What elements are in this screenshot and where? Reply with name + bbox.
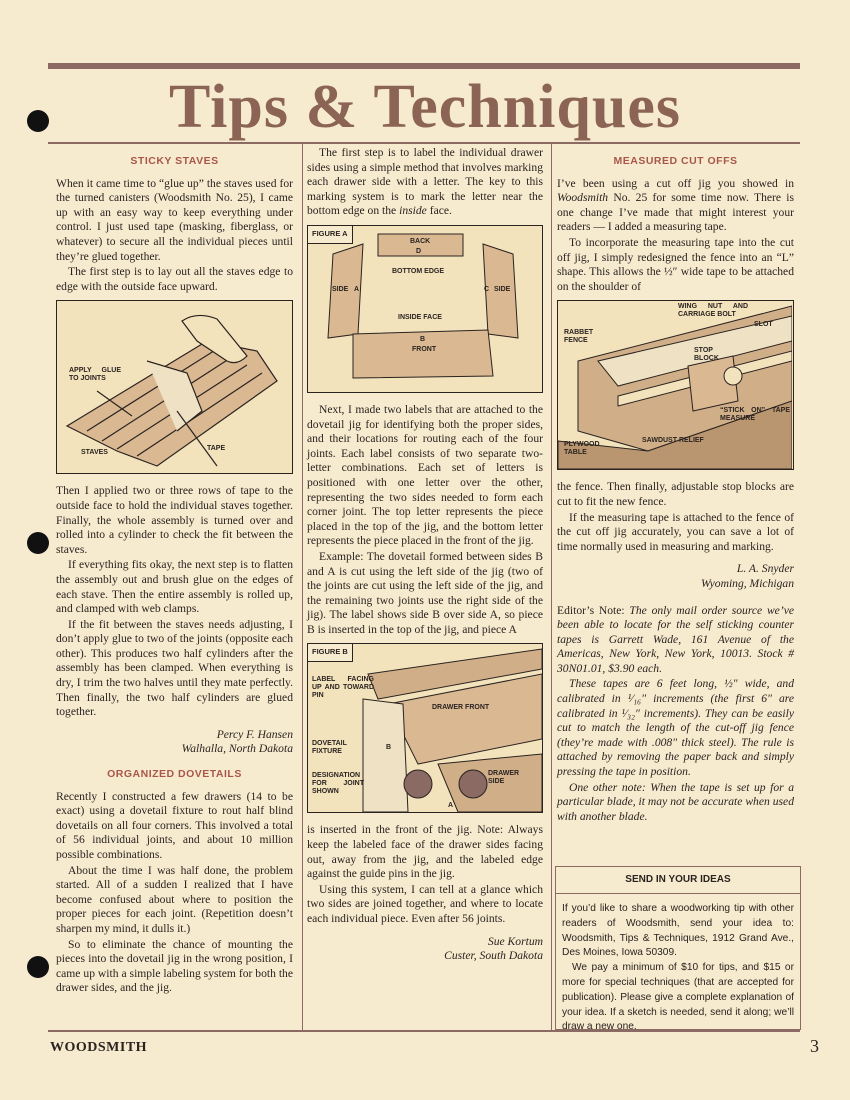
column-1 xyxy=(56,154,293,997)
paragraph: When it came time to “glue up” the staves used for the turned canisters (Woodsmith No. 25), I came up with an easy way to keep everything under control. I just used tape (masking, fiberglass, or whatever) to secure all the individual pieces until they’re glued together. xyxy=(56,176,293,263)
paragraph: Recently I constructed a few drawers (14 to be exact) using a dovetail fixture to rout half blind dovetails on all four corners. This involved a total of 56 individual joints, and about 10 million possible combinations. xyxy=(56,789,293,861)
figA-side-left: SIDE xyxy=(332,285,349,293)
fig-stick-on-tape: “STICK ON” TAPE MEASURE xyxy=(720,407,790,423)
figure-cut-off-jig xyxy=(557,300,794,470)
signature-place: Custer, South Dakota xyxy=(444,949,543,963)
signature-name: L. A. Snyder xyxy=(736,562,794,576)
paragraph: If you’d like to share a woodworking tip with other readers of Woodsmith, send your idea to: Woodsmith, Tips & Techniques, 1912 Grand Ave., Des Moines, Iowa 50309. xyxy=(562,903,794,959)
editors-note xyxy=(557,781,794,825)
paragraph-text: face. xyxy=(429,204,452,218)
figure-a-tag: FIGURE A xyxy=(308,226,353,244)
figure-b xyxy=(307,643,543,813)
page-number: 3 xyxy=(810,1036,819,1056)
figB-drawer-front: DRAWER FRONT xyxy=(432,704,490,712)
figure-a xyxy=(307,225,543,393)
figA-c: C xyxy=(484,285,490,293)
staves-illustration xyxy=(57,301,291,473)
fig-plywood-table: PLYWOOD TABLE xyxy=(564,441,600,457)
fig-sawdust-relief: SAWDUST RELIEF xyxy=(642,437,704,445)
fig-rabbet-fence: RABBET FENCE xyxy=(564,329,594,345)
editors-note-lead: Editor’s Note: xyxy=(557,603,625,617)
signature xyxy=(307,935,543,964)
fig-slot: SLOT xyxy=(754,321,773,329)
figure-b-tag: FIGURE B xyxy=(308,644,353,662)
emphasis: Woodsmith xyxy=(557,191,609,205)
signature-place: Wyoming, Michigan xyxy=(701,576,794,590)
paragraph-text: No. 25 for some time now. There is one change I’ve made that might interest your readers — I added a measuring tape. xyxy=(557,191,794,234)
figA-front: FRONT xyxy=(412,345,437,353)
heading-organized-dovetails: ORGANIZED DOVETAILS xyxy=(107,768,242,781)
paragraph-text: I’ve been using a cut off jig you showed in xyxy=(557,176,794,190)
page-title: Tips & Techniques xyxy=(168,73,682,141)
figB-drawer-side: DRAWER SIDE xyxy=(488,770,520,786)
figure-staves xyxy=(56,300,293,474)
figB-label-facing: LABEL FACING UP AND TOWARD PIN xyxy=(312,676,374,700)
paragraph xyxy=(557,177,794,235)
send-ideas-heading: SEND IN YOUR IDEAS xyxy=(556,867,800,894)
fig-label-tape: TAPE xyxy=(207,445,226,453)
fig-label-glue: APPLY GLUE TO JOINTS xyxy=(69,367,121,383)
figA-bottom-edge: BOTTOM EDGE xyxy=(392,267,444,275)
paragraph: Using this system, I can tell at a glance which two sides are joined together, and where to locate each individual piece. Even after 56 joints. xyxy=(307,882,543,926)
paragraph: Next, I made two labels that are attached to the dovetail jig for identifying both the proper sides, and their locations for routing each of the four joints. Each label consists of two separate two-letter combinations. Each set of letters is positioned with one letter over the other, representing the two sides needed to form each corner joint. The top letter represents the piece placed in the top of the jig, and the bottom letter represents the piece placed in the front of the jig. xyxy=(307,402,543,548)
emphasis: inside xyxy=(399,204,427,218)
col-divider-1 xyxy=(302,143,303,1030)
signature xyxy=(56,728,293,757)
signature xyxy=(557,562,794,591)
fig-wing-nut: WING NUT AND CARRIAGE BOLT xyxy=(678,303,748,319)
figB-a: A xyxy=(448,802,454,810)
paragraph: So to eliminate the chance of mounting the pieces into the dovetail jig in the wrong position, I came up with a simple labeling system for both the drawer sides, and the jig. xyxy=(56,937,293,995)
paragraph: If everything fits okay, the next step is to flatten the assembly out and brush glue on the edges of each stave. Then the entire assembly is rolled up, and clamped with web clamps. xyxy=(56,558,293,616)
figA-b: B xyxy=(420,335,426,343)
figA-a: A xyxy=(354,285,360,293)
send-ideas-text xyxy=(556,894,800,1035)
paragraph: Example: The dovetail formed between sides B and A is cut using the left side of the jig (two of the joints are cut using the left side of the jig, and the remaining two joints use the right side of the jig). The label shows side B over side A, so piece B is inserted in the top of the jig, and piece A xyxy=(307,549,543,636)
binder-hole-middle xyxy=(27,532,49,554)
paragraph: If the measuring tape is attached to the fence of the cut off jig accurately, you can save a lot of time normally used in measuring and marking. xyxy=(557,510,794,553)
figA-inside-face: INSIDE FACE xyxy=(398,313,442,321)
signature-name: Sue Kortum xyxy=(487,934,543,948)
paragraph: To incorporate the measuring tape into the cut off jig, I simply redesigned the fence into an “L” shape. This allows the ½″ wide tape to be attached on the shoulder of xyxy=(557,235,794,293)
signature-name: Percy F. Hansen xyxy=(216,727,293,741)
figA-back: BACK xyxy=(410,237,431,245)
paragraph: the fence. Then finally, adjustable stop blocks are cut to fit the new fence. xyxy=(557,480,794,508)
footer-magazine-name: WOODSMITH xyxy=(50,1040,148,1055)
top-rule-thick xyxy=(48,63,800,69)
paragraph: is inserted in the front of the jig. Note: Always keep the labeled face of the drawer sides facing out, away from the jig, and the labeled edge against the guide pins in the jig. xyxy=(307,823,543,881)
figA-d: D xyxy=(416,247,422,255)
editors-note xyxy=(557,604,794,677)
figure-a-illustration xyxy=(308,226,542,392)
paragraph-text: The first step is to label the individual drawer sides using a simple method that involves marking each drawer side with a letter. The key to this marking system is to mark the letter near the bottom edge on the xyxy=(307,146,543,218)
editors-note xyxy=(557,677,794,779)
heading-measured-cut-offs: MEASURED CUT OFFS xyxy=(613,155,738,167)
paragraph: The first step is to lay out all the staves edge to edge with the outside face upward. xyxy=(56,265,293,293)
fig-label-staves: STAVES xyxy=(81,449,108,457)
top-rule-thin xyxy=(48,142,800,144)
editors-note-text: These tapes are 6 feet long, ½″ wide, and calibrated in ¹⁄₁₆″ increments (the first 6″ are calibrated in ¹⁄₃₂″ increments). They can be easily cut to match the length of the cut-off jig fence (they’re made with .008″ thick steel). The rule is attached by removing the paper back and simply pressing the tape in position. xyxy=(557,677,794,779)
heading-sticky-staves: STICKY STAVES xyxy=(130,155,219,167)
paragraph: Then I applied two or three rows of tape to the outside face to hold the individual staves together. Finally, the whole assembly is turned over and rolled into a cylinder to check the fit between the staves. xyxy=(56,484,293,556)
col-divider-2 xyxy=(551,143,552,1030)
figB-designation: DESIGNATION FOR JOINT SHOWN xyxy=(312,772,364,796)
fig-stop-block: STOP BLOCK xyxy=(694,347,719,363)
figA-side-right: SIDE xyxy=(494,285,511,293)
column-2 xyxy=(307,146,543,972)
figB-b: B xyxy=(386,744,392,752)
send-ideas-box xyxy=(555,866,801,1033)
binder-hole-bottom xyxy=(27,956,49,978)
paragraph: About the time I was half done, the problem started. All of a sudden I realized that I have become confused about where to position the proper pieces for each joint. (Repetition doesn’t sharpen my mind, it dulls it.) xyxy=(56,863,293,935)
paragraph: We pay a minimum of $10 for tips, and $15 or more for special techniques (that are accepted for publication). Please give a complete explanation of your idea. If a sketch is needed, send it along; we’ll draw a new one. xyxy=(562,962,794,1033)
paragraph: If the fit between the staves needs adjusting, I don’t apply glue to two of the joints (opposite each other). This produces two half cylinders after the assembly has been clamped. When everything is dry, I trim the two halves until they mate perfectly. Then finally, the two half cylinders are glued together. xyxy=(56,617,293,719)
paragraph xyxy=(307,146,543,219)
editors-note-text: One other note: When the tape is set up for a particular blade, it may not be accurate when used with another blade. xyxy=(557,780,794,823)
editors-note-text: The only mail order source we’ve been able to locate for the self sticking counter tapes is Garrett Wade, 161 Avenue of the Americas, New York, New York, 10013. Stock # 30N01.01, $3.90 each. xyxy=(557,603,794,675)
column-3 xyxy=(557,154,794,825)
figB-dovetail-fixture: DOVETAIL FIXTURE xyxy=(312,740,347,756)
signature-place: Walhalla, North Dakota xyxy=(181,742,293,756)
